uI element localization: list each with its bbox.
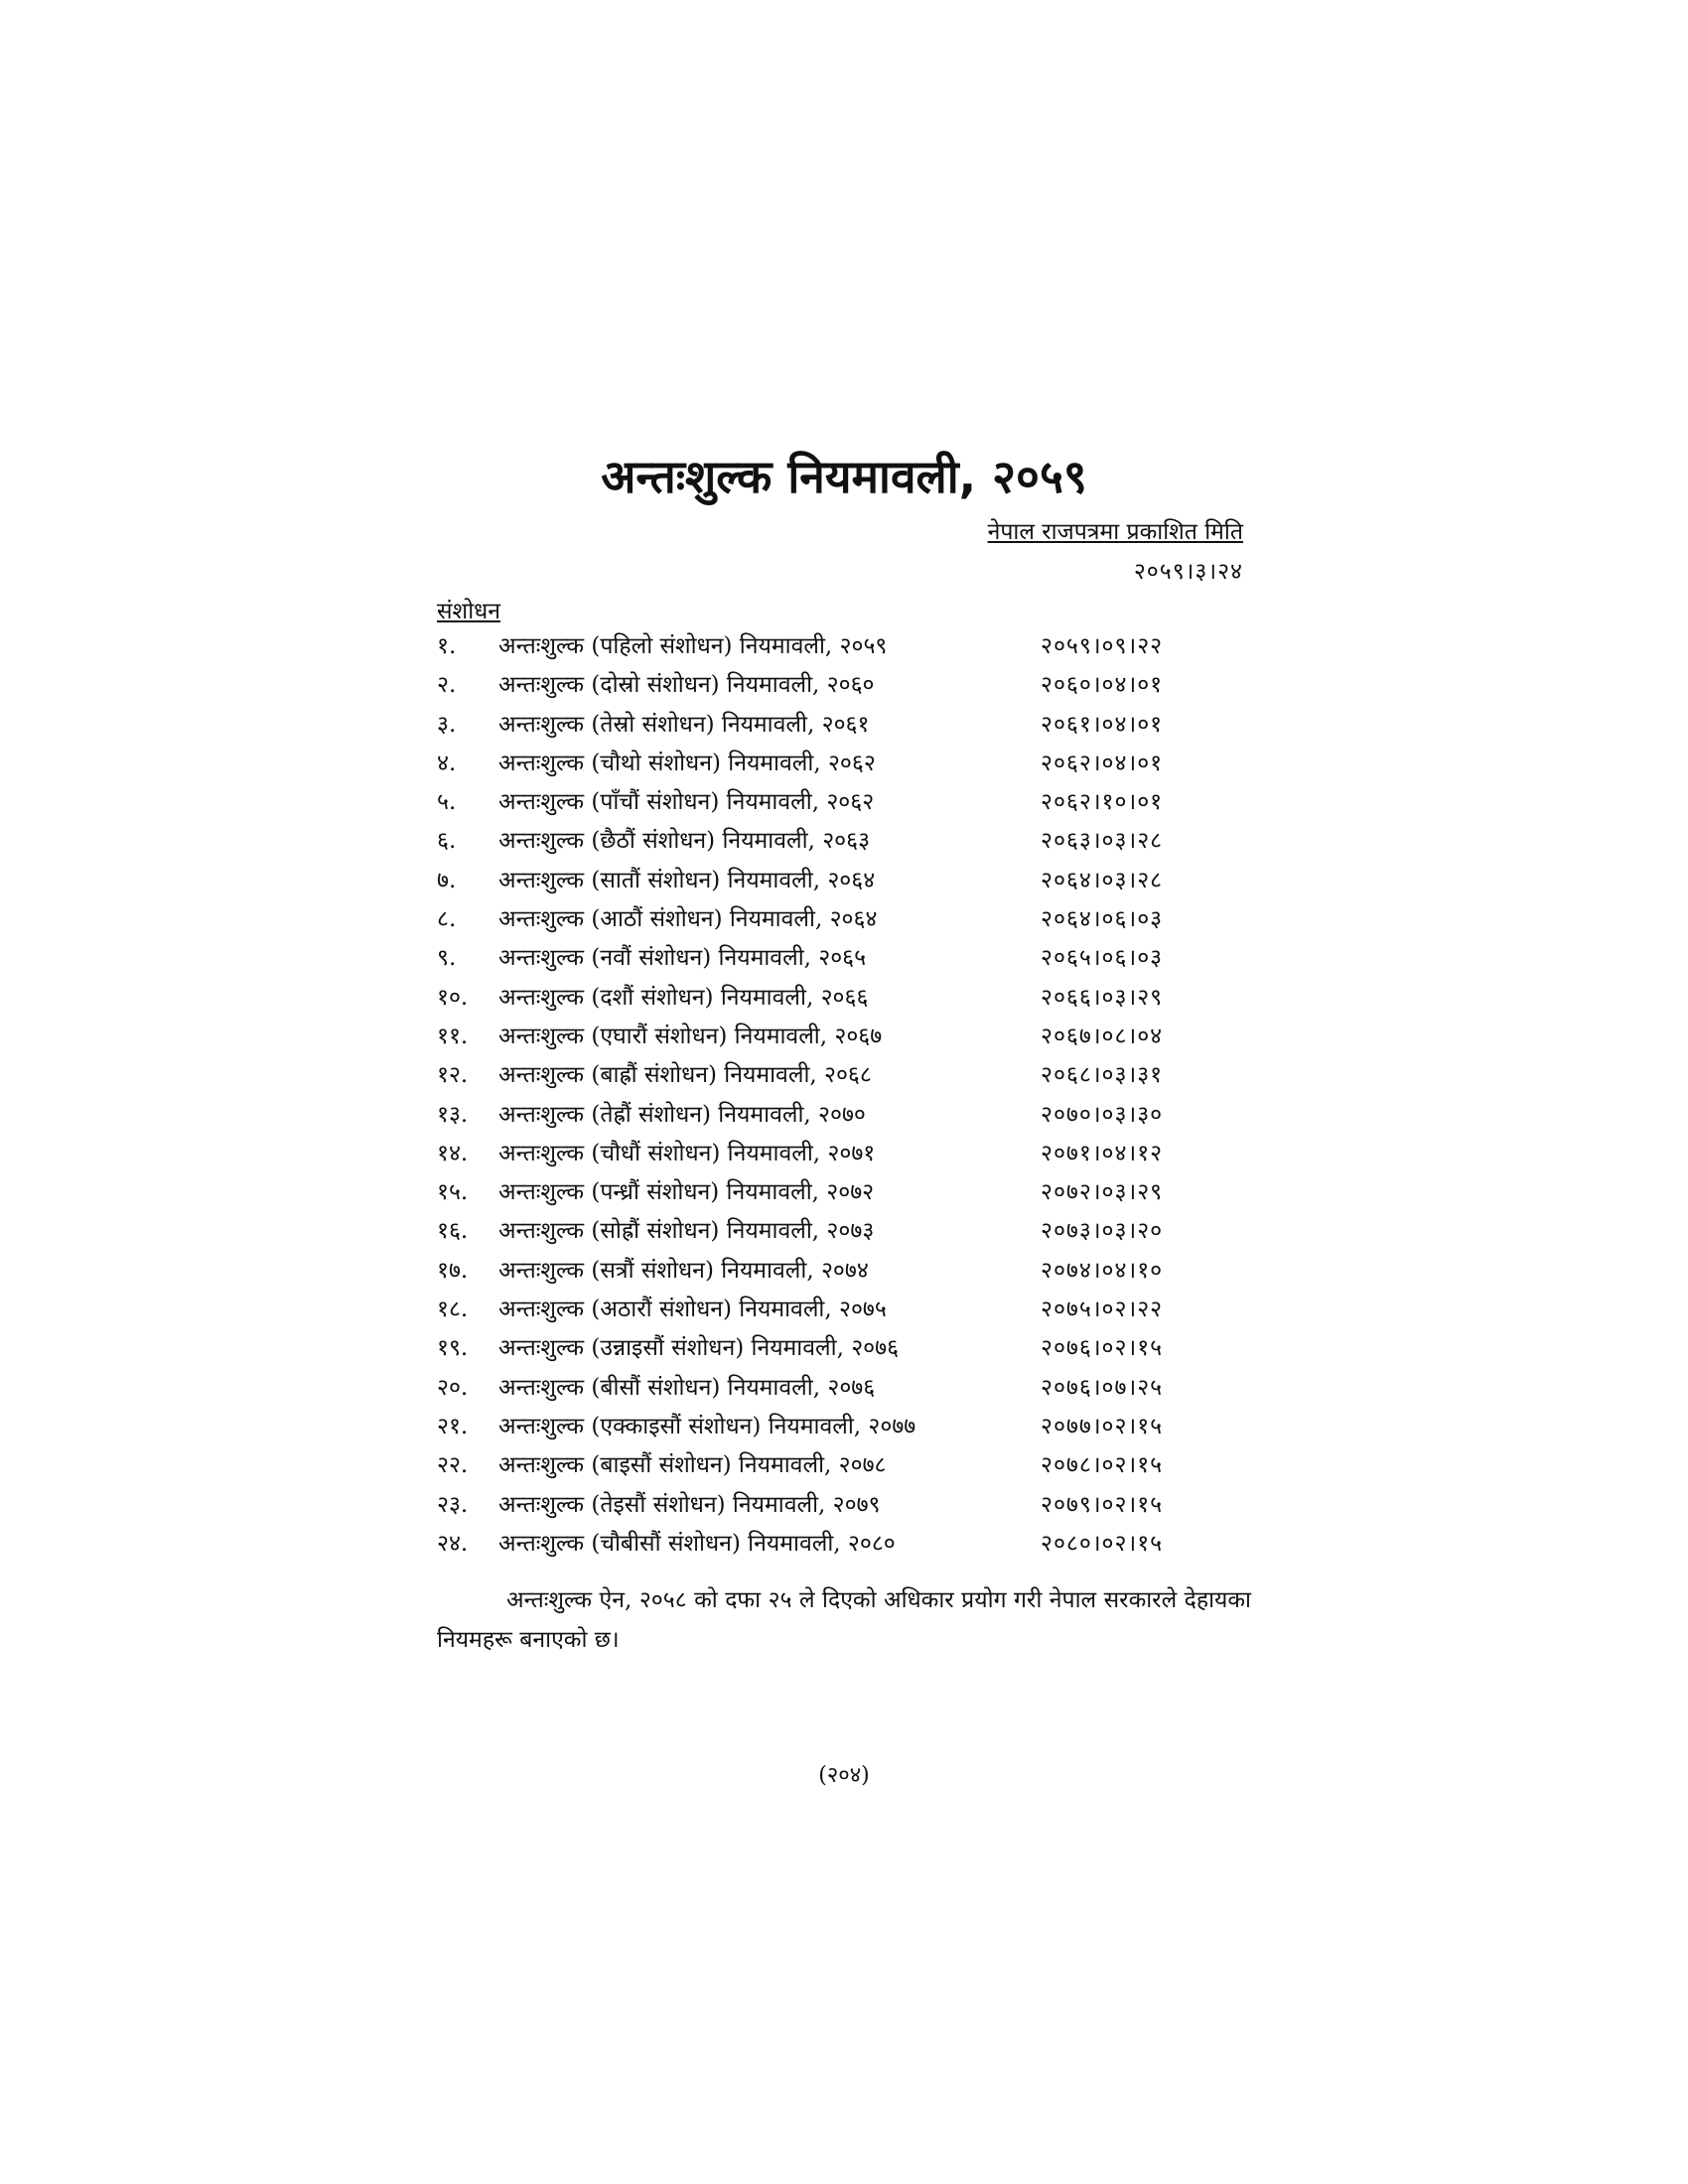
publication-label: नेपाल राजपत्रमा प्रकाशित मिति: [987, 519, 1243, 545]
amendment-date: २०६३।०३।२८: [1041, 828, 1164, 855]
amendment-date: २०६२।१०।०१: [1041, 789, 1164, 816]
amendment-number: १९.: [437, 1335, 469, 1362]
amendment-row: [437, 900, 1251, 939]
amendment-name: अन्तःशुल्क (पहिलो संशोधन) नियमावली, २०५९: [498, 633, 888, 659]
amendment-number: १८.: [437, 1297, 469, 1323]
document-title: अन्तःशुल्क नियमावली, २०५९: [601, 450, 1087, 503]
amendment-name: अन्तःशुल्क (दशौं संशोधन) नियमावली, २०६६: [498, 984, 869, 1011]
amendment-number: ५.: [437, 789, 457, 816]
amendment-name: अन्तःशुल्क (चौथो संशोधन) नियमावली, २०६२: [498, 750, 876, 776]
amendment-date: २०६४।०३।२८: [1041, 867, 1164, 893]
amendment-number: ६.: [437, 828, 457, 855]
amendment-date: २०७०।०३।३०: [1041, 1101, 1164, 1128]
amendment-number: २२.: [437, 1452, 469, 1479]
amendment-name: अन्तःशुल्क (एघारौं संशोधन) नियमावली, २०६७: [498, 1023, 883, 1049]
amendment-row: [437, 1056, 1251, 1095]
amendment-row: [437, 1173, 1251, 1212]
amendment-name: अन्तःशुल्क (तेस्रो संशोधन) नियमावली, २०६१: [498, 711, 870, 738]
amendment-name: अन्तःशुल्क (चौबीसौं संशोधन) नियमावली, २०८०: [498, 1530, 896, 1557]
amendment-date: २०७६।०२।१५: [1041, 1335, 1164, 1362]
amendment-name: अन्तःशुल्क (दोस्रो संशोधन) नियमावली, २०६०: [498, 672, 875, 699]
amendment-number: १०.: [437, 984, 469, 1011]
amendment-date: २०६८।०३।३१: [1041, 1062, 1164, 1089]
amendment-name: अन्तःशुल्क (अठारौं संशोधन) नियमावली, २०७५: [498, 1297, 887, 1323]
amendments-list: [437, 627, 1251, 1564]
amendment-name: अन्तःशुल्क (बाइसौं संशोधन) नियमावली, २०७८: [498, 1452, 887, 1479]
amendment-row: [437, 1252, 1251, 1291]
amendment-number: १५.: [437, 1179, 469, 1206]
amendment-name: अन्तःशुल्क (उन्नाइसौं संशोधन) नियमावली, २०७६: [498, 1335, 900, 1362]
amendment-name: अन्तःशुल्क (पाँचौं संशोधन) नियमावली, २०६२: [498, 789, 875, 816]
page-number: (२०४): [818, 1763, 870, 1788]
amendment-row: [437, 1525, 1251, 1564]
amendment-name: अन्तःशुल्क (तेइसौं संशोधन) नियमावली, २०७९: [498, 1491, 881, 1518]
amendment-number: २.: [437, 672, 457, 699]
amendment-row: [437, 1018, 1251, 1056]
amendment-name: अन्तःशुल्क (एक्काइसौं संशोधन) नियमावली, २०७७: [498, 1413, 916, 1439]
amendment-row: [437, 1408, 1251, 1446]
amendment-number: ८.: [437, 906, 457, 933]
amendment-date: २०६६।०३।२९: [1041, 984, 1164, 1011]
amendment-row: [437, 706, 1251, 745]
amendment-number: ३.: [437, 711, 457, 738]
amendment-date: २०७२।०३।२९: [1041, 1179, 1164, 1206]
amendment-row: [437, 1135, 1251, 1173]
amendment-name: अन्तःशुल्क (बीसौं संशोधन) नियमावली, २०७६: [498, 1374, 876, 1401]
amendment-name: अन्तःशुल्क (सातौं संशोधन) नियमावली, २०६४: [498, 867, 876, 893]
amendment-date: २०६७।०८।०४: [1041, 1023, 1164, 1049]
amendment-row: [437, 666, 1251, 705]
amendment-row: [437, 1446, 1251, 1485]
amendment-date: २०८०।०२।१५: [1041, 1530, 1164, 1557]
amendment-row: [437, 862, 1251, 900]
amendment-date: २०७४।०४।१०: [1041, 1257, 1164, 1284]
amendment-name: अन्तःशुल्क (नवौं संशोधन) नियमावली, २०६५: [498, 945, 867, 972]
amendment-row: [437, 1096, 1251, 1135]
amendments-heading: संशोधन: [437, 599, 501, 624]
amendment-number: १४.: [437, 1140, 469, 1166]
amendment-date: २०६१।०४।०१: [1041, 711, 1164, 738]
amendment-number: ११.: [437, 1023, 469, 1049]
amendment-number: १२.: [437, 1062, 469, 1089]
amendment-date: २०७८।०२।१५: [1041, 1452, 1164, 1479]
amendment-date: २०७९।०२।१५: [1041, 1491, 1164, 1518]
amendment-number: ४.: [437, 750, 457, 776]
amendment-number: २३.: [437, 1491, 469, 1518]
amendment-row: [437, 783, 1251, 822]
amendment-date: २०६४।०६।०३: [1041, 906, 1164, 933]
amendment-number: २१.: [437, 1413, 469, 1439]
amendment-number: २०.: [437, 1374, 469, 1401]
amendment-row: [437, 939, 1251, 978]
amendment-row: [437, 1369, 1251, 1408]
amendment-name: अन्तःशुल्क (पन्ध्रौं संशोधन) नियमावली, २०७२: [498, 1179, 875, 1206]
amendment-date: २०५९।०९।२२: [1041, 633, 1164, 659]
amendment-row: [437, 1212, 1251, 1251]
amendment-date: २०७६।०७।२५: [1041, 1374, 1164, 1401]
amendment-name: अन्तःशुल्क (आठौं संशोधन) नियमावली, २०६४: [498, 906, 878, 933]
amendment-row: [437, 1486, 1251, 1525]
amendment-date: २०७५।०२।२२: [1041, 1297, 1164, 1323]
amendment-date: २०६५।०६।०३: [1041, 945, 1164, 972]
amendment-number: १७.: [437, 1257, 469, 1284]
amendment-date: २०७३।०३।२०: [1041, 1218, 1164, 1245]
amendment-number: ९.: [437, 945, 457, 972]
preamble-paragraph: अन्तःशुल्क ऐन, २०५८ को दफा २५ ले दिएको अधिकार प्रयोग गरी नेपाल सरकारले देहायका नियमहरू बनाएको छ।: [437, 1587, 1251, 1653]
amendment-row: [437, 627, 1251, 666]
amendment-row: [437, 1329, 1251, 1368]
amendment-date: २०७७।०२।१५: [1041, 1413, 1164, 1439]
publication-date: २०५९।३।२४: [1133, 559, 1243, 585]
amendment-date: २०७१।०४।१२: [1041, 1140, 1164, 1166]
amendment-row: [437, 1291, 1251, 1329]
amendment-number: १६.: [437, 1218, 469, 1245]
amendment-name: अन्तःशुल्क (सोह्रौं संशोधन) नियमावली, २०७३: [498, 1218, 875, 1245]
amendment-number: २४.: [437, 1530, 469, 1557]
amendment-name: अन्तःशुल्क (छैठौं संशोधन) नियमावली, २०६३: [498, 828, 871, 855]
amendment-number: ७.: [437, 867, 457, 893]
amendment-name: अन्तःशुल्क (बाह्रौं संशोधन) नियमावली, २०६८: [498, 1062, 872, 1089]
amendment-row: [437, 745, 1251, 783]
amendment-row: [437, 979, 1251, 1018]
amendment-date: २०६२।०४।०१: [1041, 750, 1164, 776]
amendment-row: [437, 822, 1251, 861]
amendment-number: १.: [437, 633, 457, 659]
amendment-name: अन्तःशुल्क (चौधौं संशोधन) नियमावली, २०७१: [498, 1140, 876, 1166]
amendment-name: अन्तःशुल्क (सत्रौं संशोधन) नियमावली, २०७४: [498, 1257, 869, 1284]
amendment-name: अन्तःशुल्क (तेह्रौं संशोधन) नियमावली, २०७०: [498, 1101, 866, 1128]
amendment-date: २०६०।०४।०१: [1041, 672, 1164, 699]
amendment-number: १३.: [437, 1101, 469, 1128]
